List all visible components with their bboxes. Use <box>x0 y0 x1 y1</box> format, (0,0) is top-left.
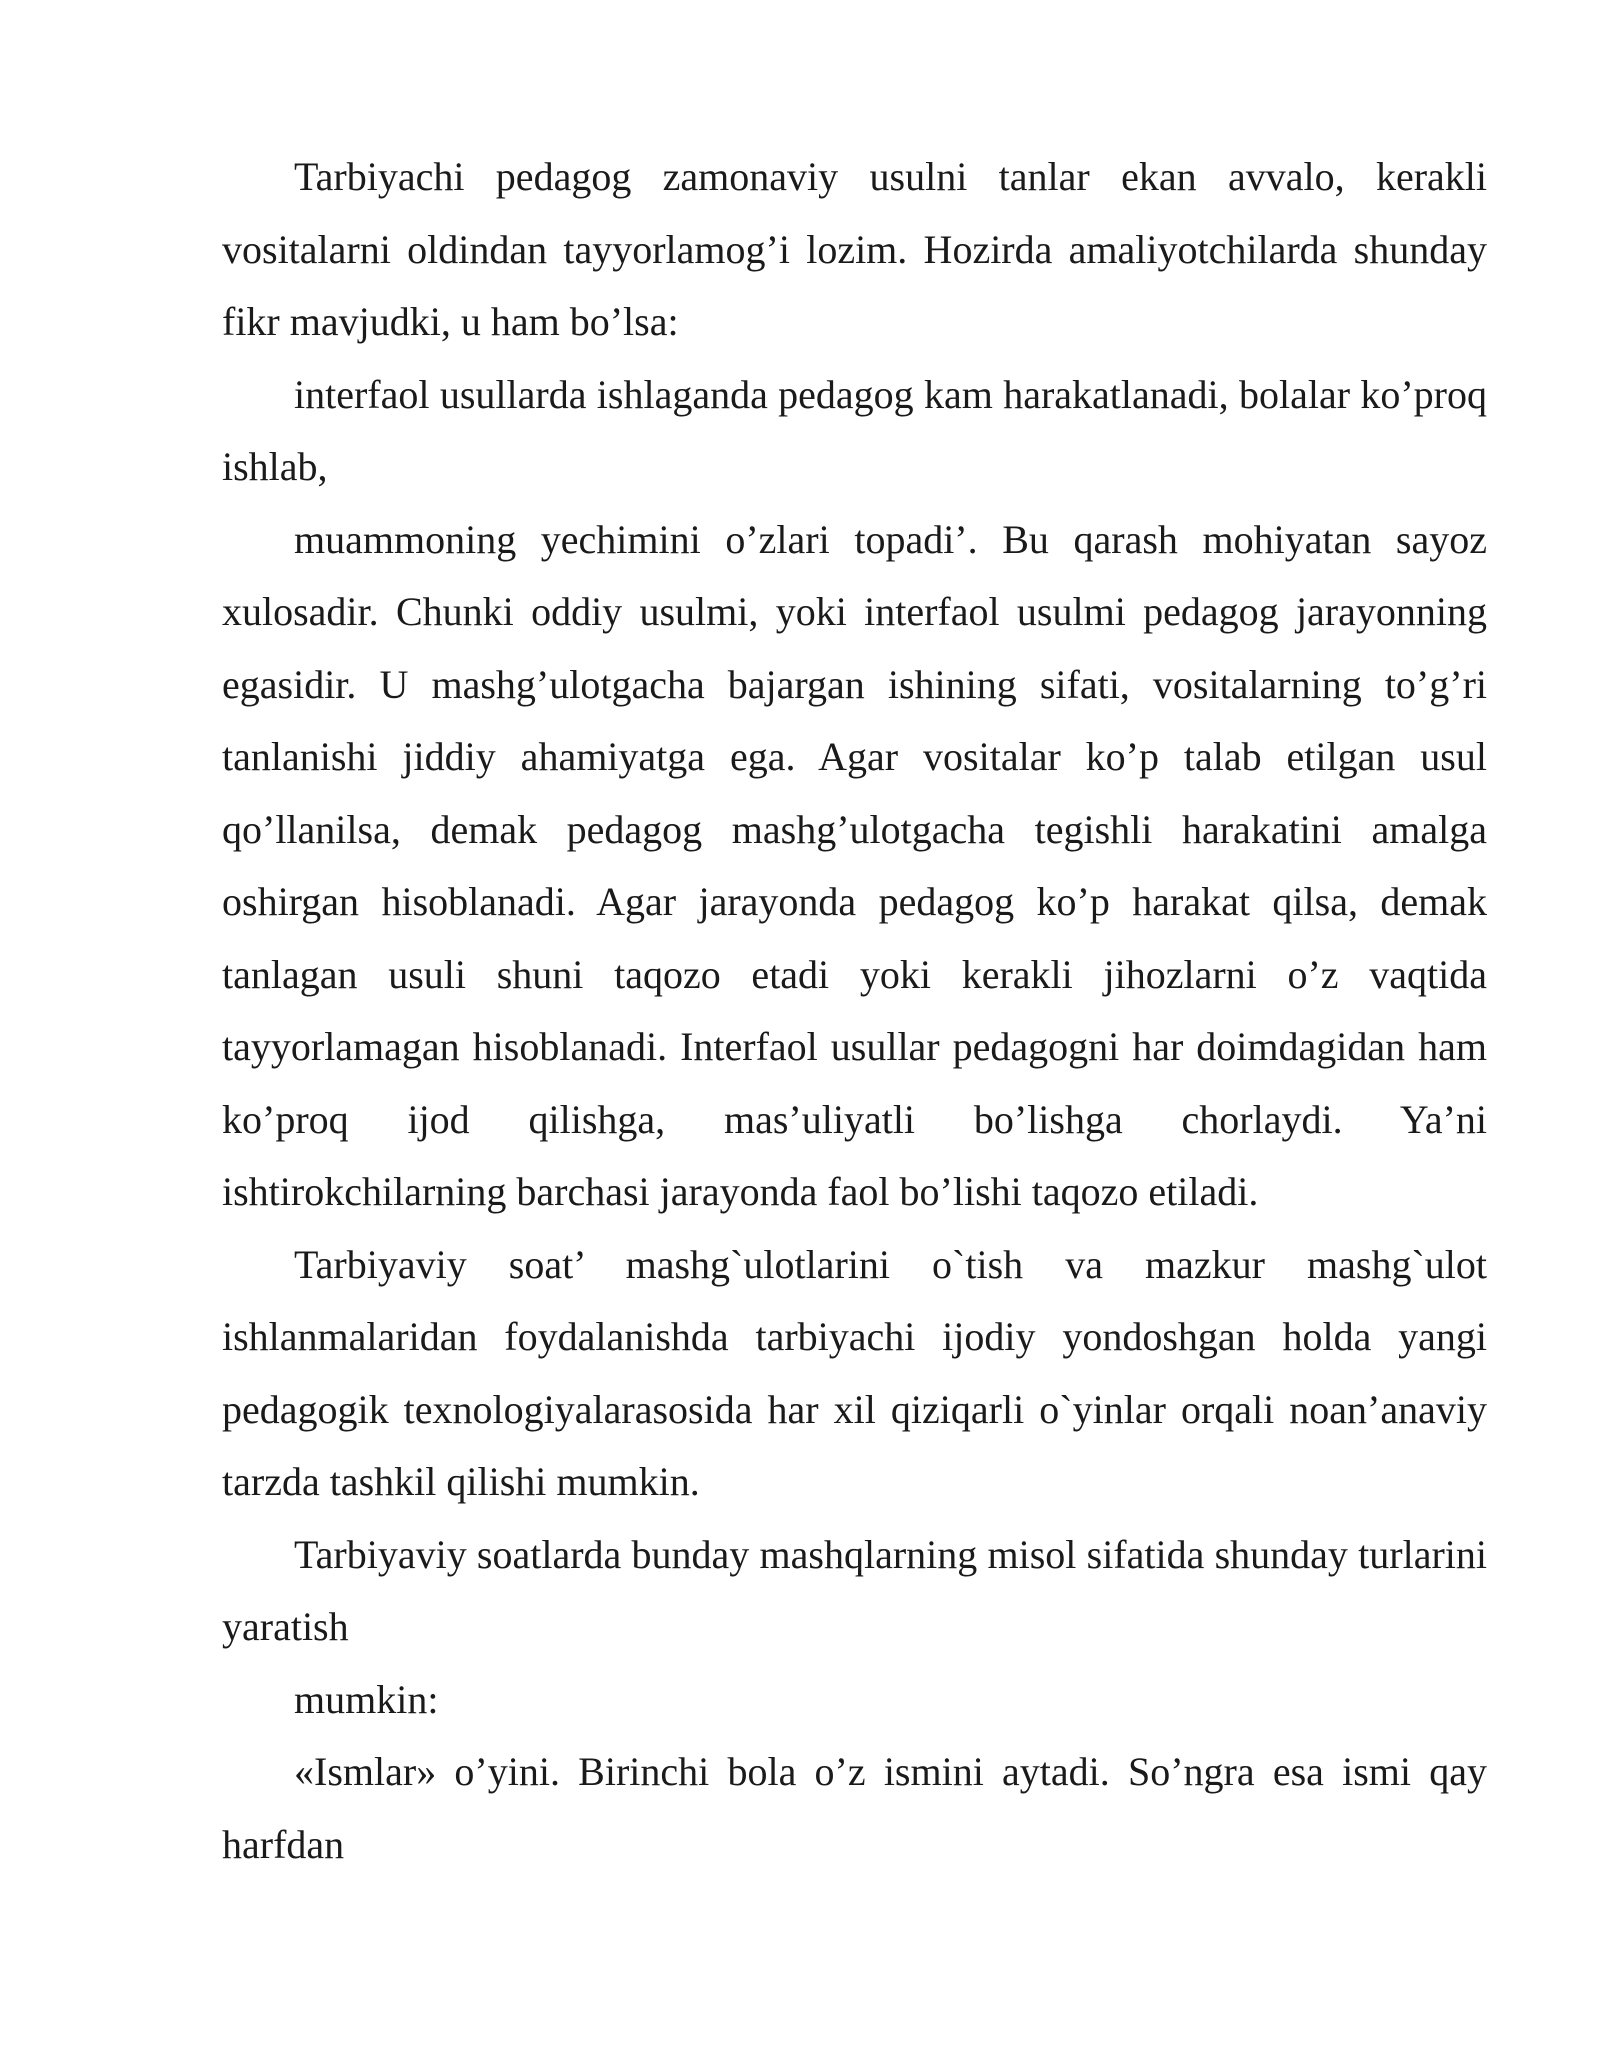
paragraph-6: mumkin: <box>294 1676 439 1722</box>
paragraph-5: Tarbiyaviy soatlarda bunday mashqlarning misol sifatida shunday turlarini yaratish <box>222 1531 1487 1649</box>
paragraph-3: muammoning yechimini o’zlari topadi’. Bu qarash mohiyatan sayoz xulosadir. Chunki oddiy usulmi, yoki interfaol usulmi pedagog jarayonning egasidir. U mashg’ulotgacha bajargan ishining sifati, vositalarning to’g’ri tanlanishi jiddiy ahamiyatga ega. Agar vositalar ko’p talab etilgan usul qo’llanilsa, demak pedagog mashg’ulotgacha tegishli harakatini amalga oshirgan hisoblanadi. Agar jarayonda pedagog ko’p harakat qilsa, demak tanlagan usuli shuni taqozo etadi yoki kerakli jihozlarni o’z vaqtida tayyorlamagan hisoblanadi. Interfaol usullar pedagogni har doimdagidan ham ko’proq ijod qilishga, mas’uliyatli bo’lishga chorlaydi. Ya’ni ishtirokchilarning barchasi jarayonda faol bo’lishi taqozo etiladi. <box>222 516 1487 1214</box>
paragraph-2: interfaol usullarda ishlaganda pedagog kam harakatlanadi, bolalar ko’proq ishlab, <box>222 371 1487 489</box>
paragraph-7: «Ismlar» o’yini. Birinchi bola o’z ismini aytadi. So’ngra esa ismi qay harfdan <box>222 1749 1487 1867</box>
paragraph-1: Tarbiyachi pedagog zamonaviy usulni tanlar ekan avvalo, kerakli vositalarni oldindan tayyorlamog’i lozim. Hozirda amaliyotchilarda shunday fikr mavjudki, u ham bo’lsa: <box>222 154 1487 344</box>
paragraph-4: Tarbiyaviy soat’ mashg`ulotlarini o`tish va mazkur mashg`ulot ishlanmalaridan foydalanishda tarbiyachi ijodiy yondoshgan holda yangi pedagogik texnologiyalarasosida har xil qiziqarli o`yinlar orqali noan’anaviy tarzda tashkil qilishi mumkin. <box>222 1241 1487 1504</box>
document-body <box>222 141 1487 1881</box>
